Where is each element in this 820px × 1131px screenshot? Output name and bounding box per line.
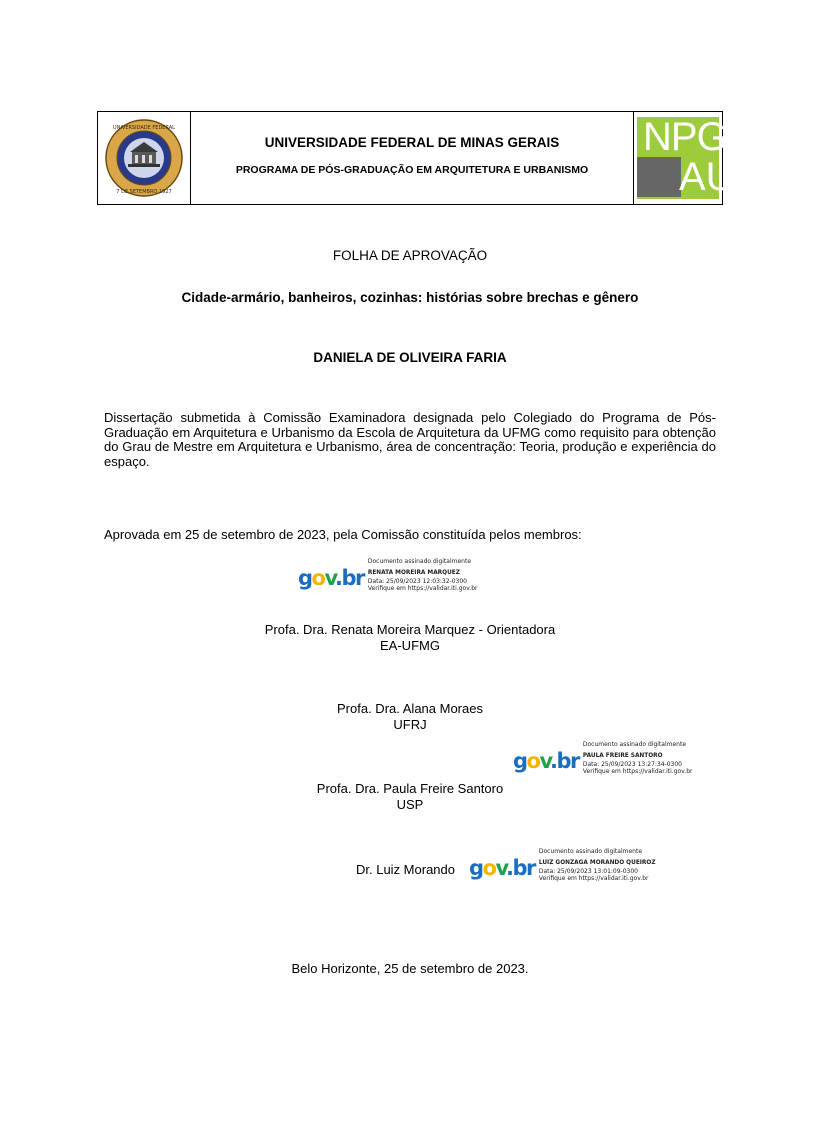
signature-signer: RENATA MOREIRA MARQUEZ bbox=[367, 569, 460, 576]
approval-statement: Aprovada em 25 de setembro de 2023, pela Comissão constituída pelos membros: bbox=[104, 527, 582, 542]
govbr-logo-icon: gov.br bbox=[513, 749, 579, 774]
signature-details bbox=[368, 558, 478, 593]
digital-signature-2 bbox=[513, 741, 692, 776]
committee-member-4 bbox=[356, 862, 455, 878]
member-name: Dr. Luiz Morando bbox=[356, 862, 455, 877]
signature-header: Documento assinado digitalmente bbox=[538, 848, 643, 855]
city-date: Belo Horizonte, 25 de setembro de 2023. bbox=[291, 961, 529, 976]
npgau-logo-cell bbox=[634, 112, 735, 204]
ufmg-seal-cell bbox=[98, 112, 191, 204]
svg-text:UNIVERSIDADE FEDERAL: UNIVERSIDADE FEDERAL bbox=[113, 125, 175, 131]
page-heading: FOLHA DE APROVAÇÃO bbox=[332, 248, 488, 263]
dissertation-title: Cidade-armário, banheiros, cozinhas: histórias sobre brechas e gênero bbox=[181, 290, 639, 305]
signature-details bbox=[539, 848, 656, 883]
signature-details bbox=[583, 741, 693, 776]
header-titles bbox=[191, 112, 634, 204]
signature-header: Documento assinado digitalmente bbox=[582, 741, 687, 748]
member-name: Profa. Dra. Renata Moreira Marquez - Orientadora bbox=[264, 622, 556, 637]
member-institution: USP bbox=[396, 797, 424, 812]
institution-header bbox=[97, 111, 735, 205]
author-name: DANIELA DE OLIVEIRA FARIA bbox=[313, 350, 507, 365]
program-name: PROGRAMA DE PÓS-GRADUAÇÃO EM ARQUITETURA E URBANISMO bbox=[235, 163, 589, 176]
signature-date: Data: 25/09/2023 12:03:32-0300 bbox=[367, 577, 467, 585]
committee-member-2 bbox=[210, 701, 610, 733]
signature-verify: Verifique em https://validar.iti.gov.br bbox=[582, 768, 693, 776]
svg-text:7 DE SETEMBRO 1927: 7 DE SETEMBRO 1927 bbox=[116, 189, 172, 195]
govbr-logo-icon: gov.br bbox=[298, 566, 364, 591]
member-institution: EA-UFMG bbox=[380, 638, 440, 653]
npgau-logo-text-bottom: AU bbox=[679, 155, 735, 199]
digital-signature-3 bbox=[469, 848, 656, 883]
committee-member-1 bbox=[200, 622, 620, 654]
digital-signature-1 bbox=[298, 558, 477, 593]
npgau-logo-gray-block bbox=[637, 157, 681, 197]
signature-header: Documento assinado digitalmente bbox=[367, 558, 472, 565]
dissertation-description: Dissertação submetida à Comissão Examinadora designada pelo Colegiado do Programa de Pós-Graduação em Arquitetura e Urbanismo da Escola de Arquitetura da UFMG como requisito para obtenção do Grau de Mestre em Arquitetura e Urbanismo, área de concentração: Teoria, produção e experiência do espaço. bbox=[104, 410, 716, 469]
signature-signer: PAULA FREIRE SANTORO bbox=[582, 752, 663, 759]
committee-member-3 bbox=[210, 781, 610, 813]
signature-date: Data: 25/09/2023 13:01:09-0300 bbox=[538, 867, 638, 875]
member-name: Profa. Dra. Alana Moraes bbox=[337, 701, 483, 716]
university-name: UNIVERSIDADE FEDERAL DE MINAS GERAIS bbox=[264, 134, 560, 150]
member-institution: UFRJ bbox=[393, 717, 427, 732]
npgau-logo-text-top: NPG bbox=[643, 115, 727, 159]
signature-verify: Verifique em https://validar.iti.gov.br bbox=[538, 875, 649, 883]
signature-date: Data: 25/09/2023 13:27:34-0300 bbox=[582, 760, 682, 768]
signature-verify: Verifique em https://validar.iti.gov.br bbox=[367, 585, 478, 593]
govbr-logo-icon: gov.br bbox=[469, 856, 535, 881]
npgau-logo-icon bbox=[637, 115, 735, 199]
signature-signer: LUIZ GONZAGA MORANDO QUEIROZ bbox=[538, 859, 656, 866]
member-name: Profa. Dra. Paula Freire Santoro bbox=[316, 781, 504, 796]
ufmg-seal-icon bbox=[104, 118, 184, 198]
